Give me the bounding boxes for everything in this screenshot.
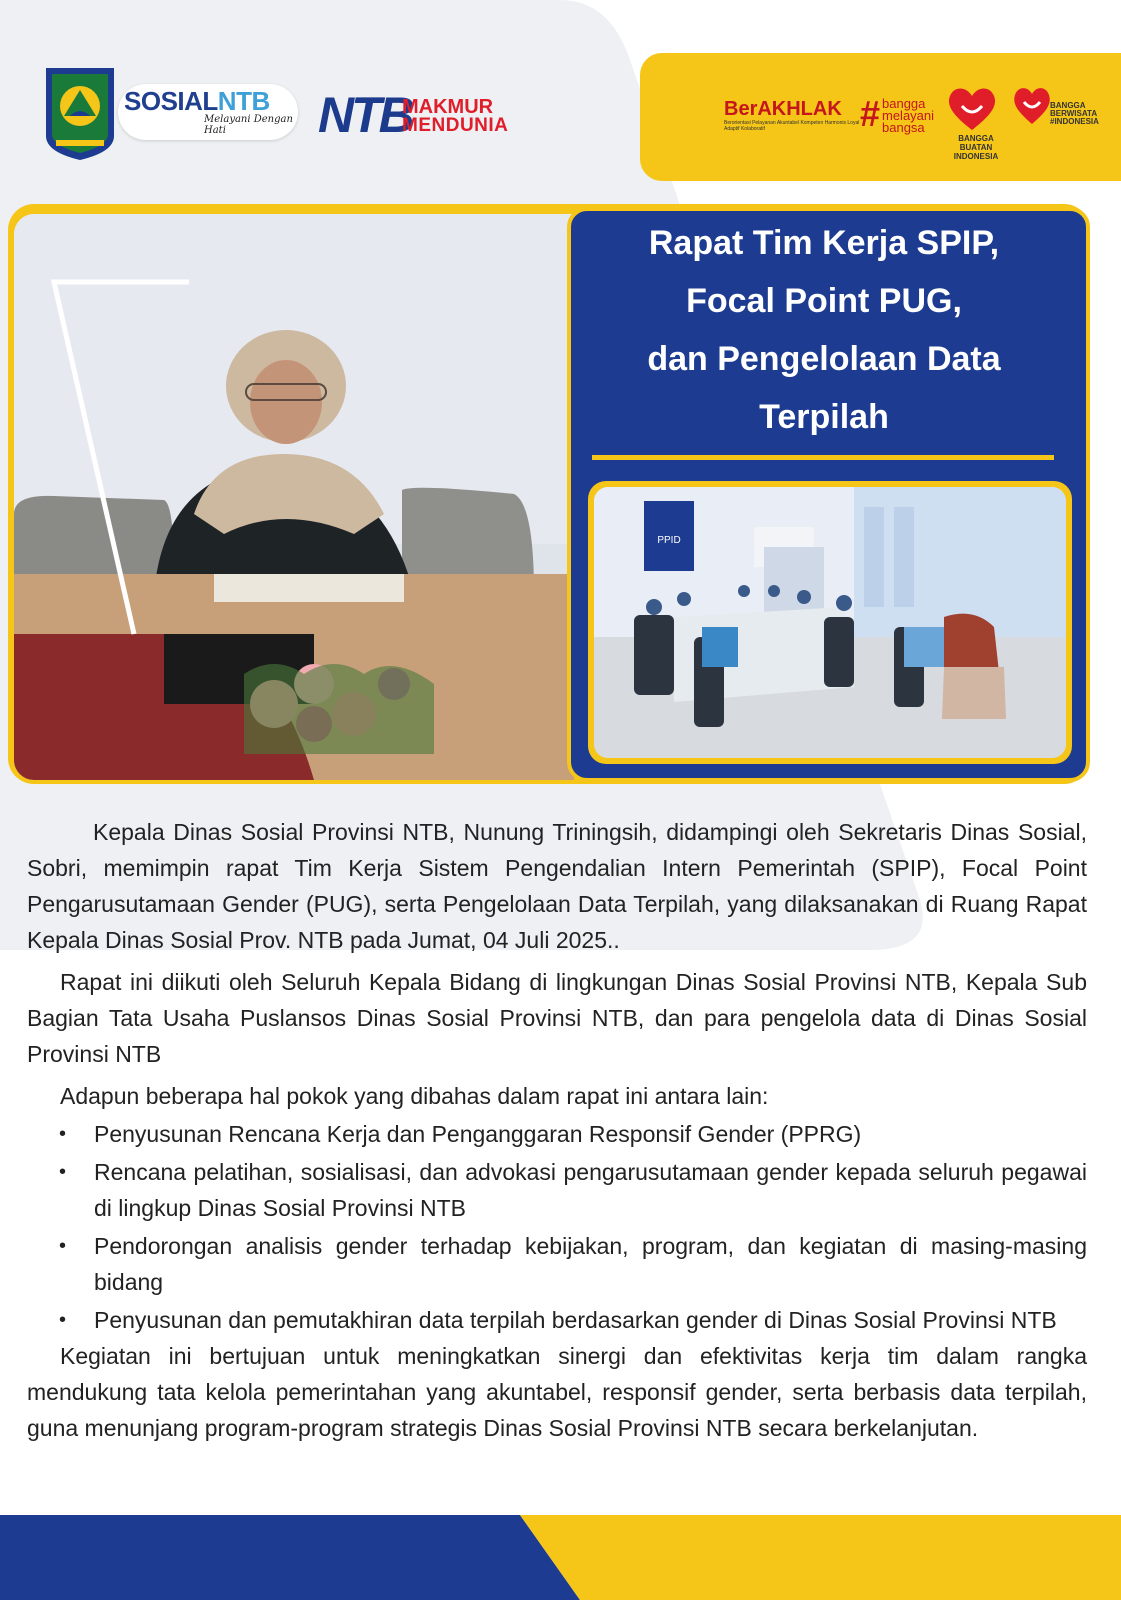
province-emblem-logo	[44, 66, 116, 162]
list-item: • Rencana pelatihan, sosialisasi, dan advokasi pengarusutamaan gender kepada seluruh pegawai di lingkup Dinas Sosial Provinsi NTB	[27, 1154, 1087, 1226]
article-paragraph-1: Kepala Dinas Sosial Provinsi NTB, Nunung Triningsih, didampingi oleh Sekretaris Dinas Sosial, Sobri, memimpin rapat Tim Kerja Sistem Pengendalian Intern Pemerintah (SPIP), Focal Point Pengarusutamaan Gender (PUG), serta Pengelolaan Data Terpilah, yang dilaksanakan di Ruang Rapat Kepala Dinas Sosial Prov. NTB pada Jumat, 04 Juli 2025..	[27, 819, 1087, 953]
list-item: • Pendorongan analisis gender terhadap kebijakan, program, dan kegiatan di masing-masing bidang	[27, 1228, 1087, 1300]
title-line-1: Rapat Tim Kerja SPIP,	[648, 224, 1000, 262]
page-title	[590, 214, 1058, 446]
ntb-makmur-mendunia-logo: NTB MAKMUR MENDUNIA	[318, 87, 509, 143]
bangga-melayani-bangsa-logo: # bangga melayani bangsa	[860, 93, 935, 135]
title-line-3: dan Pengelolaan Data	[647, 340, 1001, 378]
bangga-buatan-indonesia-logo: BANGGA BUATAN INDONESIA	[944, 84, 1004, 154]
main-photo-official-at-meeting	[14, 214, 574, 780]
sosial-ntb-logo: SOSIALNTB Melayani Dengan Hati	[118, 84, 298, 140]
berakhlak-logo: BerAKHLAK Berorientasi Pelayanan Akuntabel Kompeten Harmonis Loyal Adaptif Kolaboratif	[724, 98, 860, 132]
article-paragraph-3: Adapun beberapa hal pokok yang dibahas dalam rapat ini antara lain:	[60, 1083, 769, 1109]
article-paragraph-4: Kegiatan ini bertujuan untuk meningkatkan sinergi dan efektivitas kerja tim dalam rangka mendukung tata kelola pemerintahan yang akuntabel, responsif gender, serta berbasis data terpilah, guna menunjang program-program strategis Dinas Sosial Provinsi NTB secara berkelanjutan.	[27, 1343, 1087, 1441]
ppid-sign: PPID	[657, 535, 681, 546]
title-line-2: Focal Point PUG,	[686, 282, 962, 320]
heart-icon	[944, 84, 1000, 134]
bangga-berwisata-indonesia-logo: BANGGA BERWISATA #INDONESIA	[1012, 84, 1102, 134]
heart-icon	[1012, 84, 1052, 126]
footer-band	[0, 1515, 1121, 1600]
discussion-points-list	[27, 1116, 1087, 1338]
list-item: • Penyusunan dan pemutakhiran data terpilah berdasarkan gender di Dinas Sosial Provinsi NTB	[27, 1302, 1087, 1338]
article-paragraph-2: Rapat ini diikuti oleh Seluruh Kepala Bidang di lingkungan Dinas Sosial Provinsi NTB, Kepala Sub Bagian Tata Usaha Puslansos Dinas Sosial Provinsi NTB, dan para pengelola data di Dinas Sosial Provinsi NTB	[27, 969, 1087, 1067]
list-item: • Penyusunan Rencana Kerja dan Penganggaran Responsif Gender (PPRG)	[27, 1116, 1087, 1152]
title-divider	[592, 455, 1054, 460]
article-body	[27, 814, 1087, 1446]
sosial-ntb-tagline: Melayani Dengan Hati	[204, 114, 293, 136]
title-line-4: Terpilah	[759, 398, 889, 436]
meeting-room-photo	[594, 487, 1066, 758]
